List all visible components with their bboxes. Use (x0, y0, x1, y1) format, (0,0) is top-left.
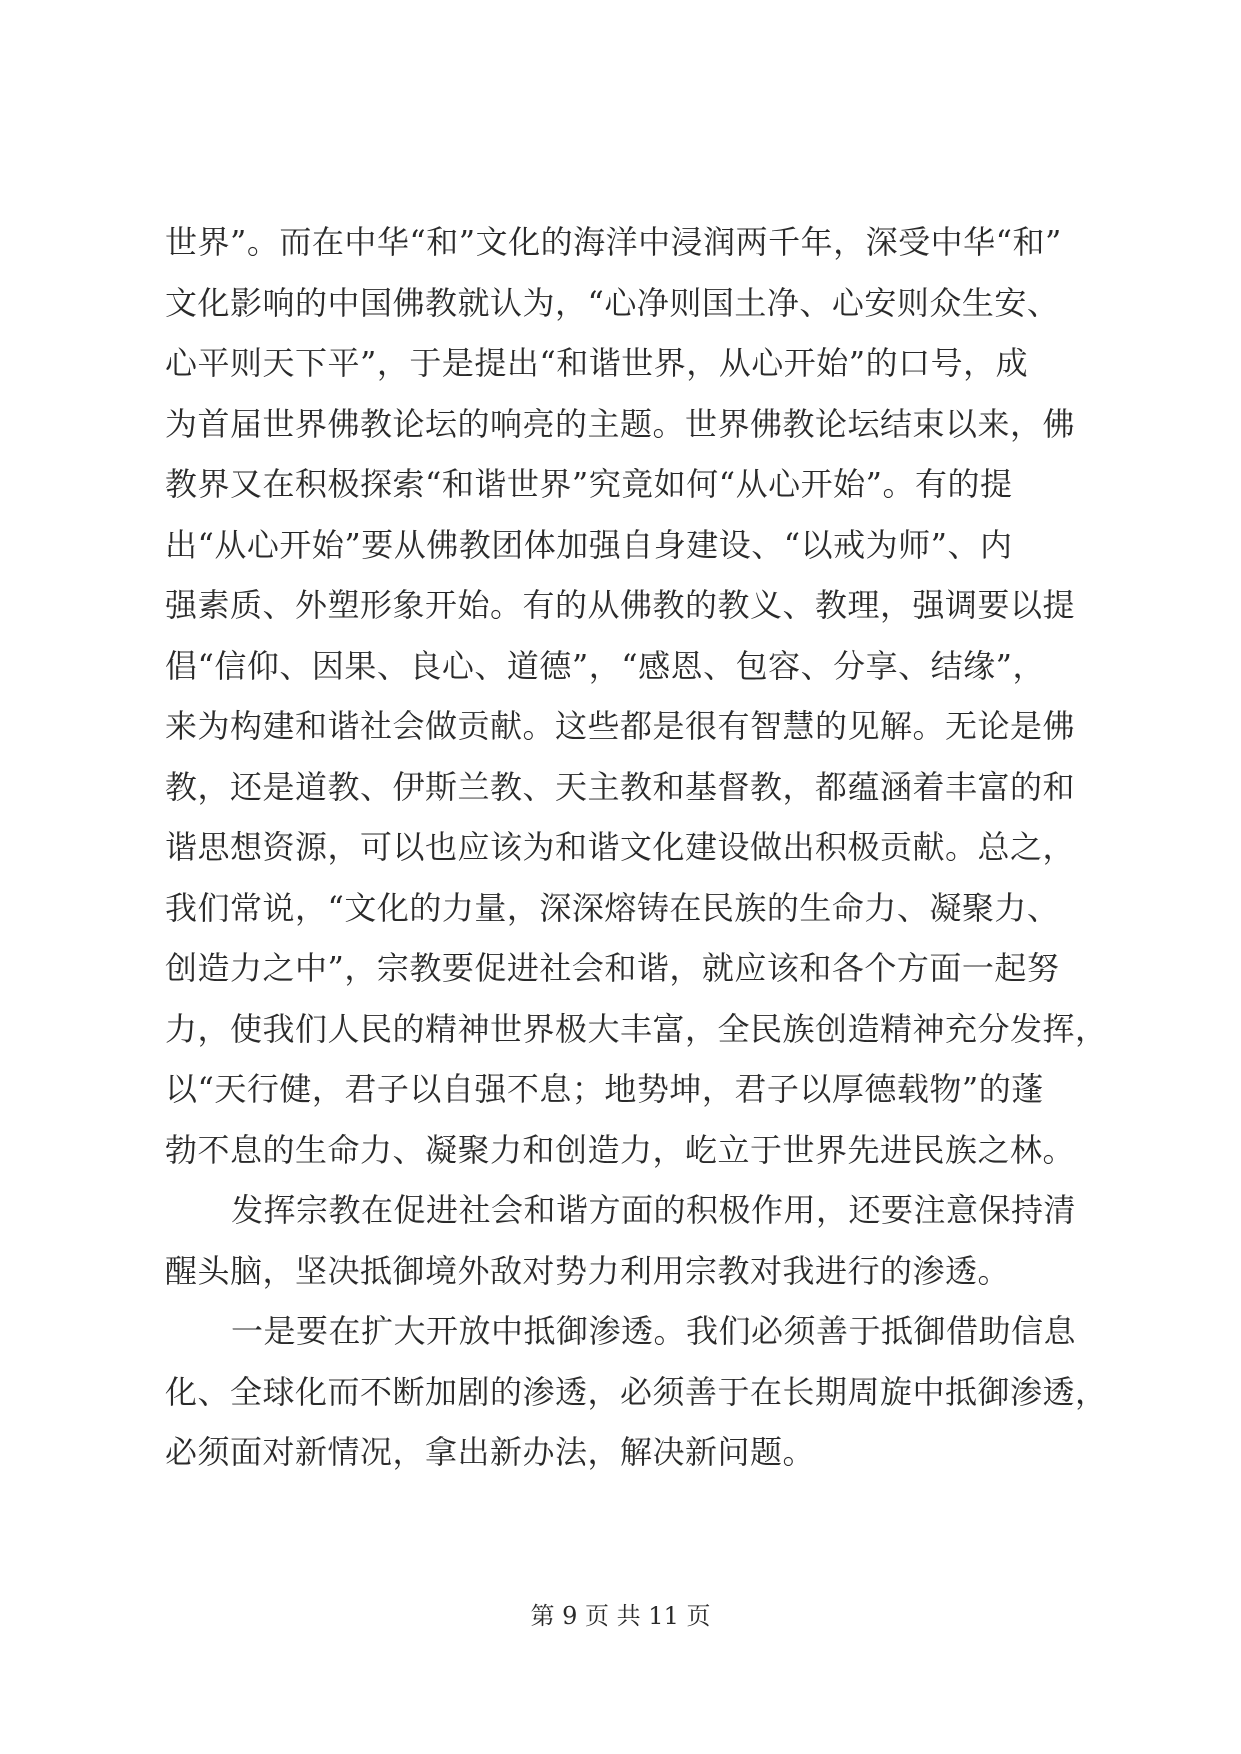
text-line: 世界”。而在中华“和”文化的海洋中浸润两千年，深受中华“和” (165, 223, 1062, 261)
text-line: 心平则天下平”，于是提出“和谐世界，从心开始”的口号，成 (165, 344, 1029, 382)
page-number-footer: 第 9 页 共 11 页 (530, 1602, 711, 1630)
text-line: 我们常说，“文化的力量，深深熔铸在民族的生命力、凝聚力、 (165, 888, 1060, 927)
paragraph-start-line: 发挥宗教在促进社会和谐方面的积极作用，还要注意保持清 (231, 1191, 1077, 1229)
text-line: 出“从心开始”要从佛教团体加强自身建设、“以戒为师”、内 (165, 525, 1013, 564)
text-line: 醒头脑，坚决抵御境外敌对势力利用宗教对我进行的渗透。 (165, 1251, 1011, 1290)
paragraph-start-line: 一是要在扩大开放中抵御渗透。我们必须善于抵御借助信息 (231, 1312, 1077, 1350)
text-line: 以“天行健，君子以自强不息；地势坤，君子以厚德载物”的蓬 (165, 1070, 1044, 1108)
text-line: 为首届世界佛教论坛的响亮的主题。世界佛教论坛结束以来，佛 (165, 404, 1076, 443)
text-line: 谐思想资源，可以也应该为和谐文化建设做出积极贡献。总之， (165, 828, 1076, 866)
text-line: 必须面对新情况，拿出新办法，解决新问题。 (165, 1433, 816, 1471)
document-body (165, 212, 1108, 1483)
text-line: 勃不息的生命力、凝聚力和创造力，屹立于世界先进民族之林。 (165, 1130, 1076, 1169)
text-line: 教，还是道教、伊斯兰教、天主教和基督教，都蕴涵着丰富的和 (165, 767, 1076, 806)
text-line: 倡“信仰、因果、良心、道德”，“感恩、包容、分享、结缘”， (165, 646, 1045, 685)
text-line: 教界又在积极探索“和谐世界”究竟如何“从心开始”。有的提 (165, 465, 1013, 503)
text-line: 文化影响的中国佛教就认为，“心净则国土净、心安则众生安、 (165, 283, 1060, 322)
text-line: 化、全球化而不断加剧的渗透，必须善于在长期周旋中抵御渗透， (165, 1372, 1108, 1411)
text-line: 强素质、外塑形象开始。有的从佛教的教义、教理，强调要以提 (165, 586, 1076, 624)
text-line: 来为构建和谐社会做贡献。这些都是很有智慧的见解。无论是佛 (165, 707, 1076, 745)
text-line: 创造力之中”，宗教要促进社会和谐，就应该和各个方面一起努 (165, 949, 1060, 987)
text-line: 力，使我们人民的精神世界极大丰富，全民族创造精神充分发挥， (165, 1009, 1108, 1048)
